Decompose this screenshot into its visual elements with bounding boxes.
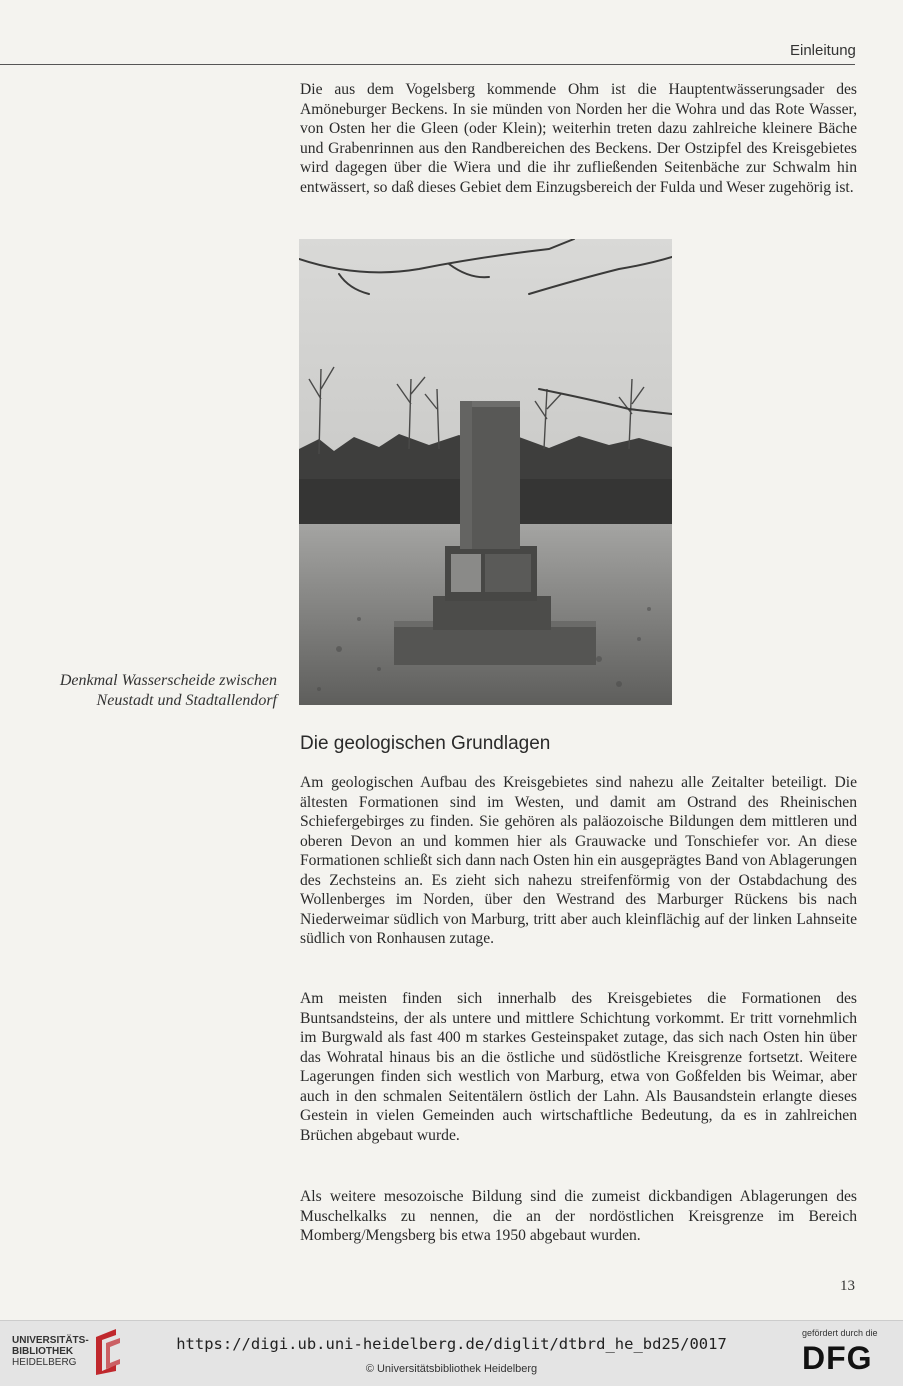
figure-caption-line-1: Denkmal Wasserscheide zwischen	[59, 672, 277, 689]
section-paragraph: Als weitere mesozoische Bildung sind die zumeist dickbandigen Ablagerungen des Muschelkalks zu nennen, die an der nordöstlichen Kreisgrenze im Bereich Momberg/Mengsberg bis etwa 1950 abgebaut wurden.	[300, 1188, 857, 1244]
copyright-notice: © Universitätsbibliothek Heidelberg	[365, 1363, 538, 1375]
citation-url-link[interactable]: https://digi.ub.uni-heidelberg.de/diglit/dtbrd_he_bd25/0017	[176, 1335, 727, 1353]
digitization-footer	[0, 1320, 903, 1386]
figure-caption-line-2: Neustadt und Stadtallendorf	[96, 692, 277, 709]
library-name-line-1: UNIVERSITÄTS-	[12, 1335, 89, 1346]
figure-caption	[60, 671, 277, 711]
header-rule	[0, 64, 855, 65]
section-paragraph: Am meisten finden sich innerhalb des Kreisgebietes die Formationen des Buntsandsteins, der als untere und mittlere Schichtung vorkommt. Er tritt vornehmlich im Burgwald als fast 400 m starkes Gesteinspaket zutage, das sich nach Osten hin über das Wohratal hinaus bis an die östliche und südöstliche Kreisgrenze fortsetzt. Weitere Lagerungen finden sich westlich von Marburg, etwa von Goßfelden bis Weimar, aber auch in den schmalen Seitentälern östlich der Lahn. Als Bausandstein erlangte dieses Gestein in vielen Gemeinden auch wirtschaftliche Bedeutung, da es in zahlreichen Brüchen abgebaut wurde.	[300, 990, 857, 1144]
funding-label: gefördert durch die	[802, 1328, 878, 1338]
running-head: Einleitung	[790, 42, 856, 59]
intro-paragraph: Die aus dem Vogelsberg kommende Ohm ist die Hauptentwässerungsader des Amöneburger Beckens. In sie münden von Norden her die Wohra und das Rote Wasser, von Osten her die Gleen (oder Klein); weiterhin treten dazu zahlreiche kleinere Bäche und Grabenrinnen aus den Randbereichen des Beckens. Der Ostzipfel des Kreisgebietes wird dagegen über die Wiera und die ihr zufließenden Seitenbäche zur Schwalm hin entwässert, so daß dieses Gebiet dem Einzugsbereich der Fulda und Weser zugehörig ist.	[300, 81, 857, 196]
dfg-logo: DFG	[802, 1340, 873, 1376]
page-number: 13	[840, 1278, 855, 1294]
library-name-line-3: HEIDELBERG	[12, 1357, 77, 1368]
section-heading: Die geologischen Grundlagen	[300, 733, 551, 754]
library-name-line-2: BIBLIOTHEK	[12, 1346, 74, 1357]
monument-photo	[299, 239, 672, 705]
monument-photo-illustration	[299, 239, 672, 705]
section-paragraph: Am geologischen Aufbau des Kreisgebietes sind nahezu alle Zeitalter beteiligt. Die ältesten Formationen sind im Westen, und damit am Ostrand des Rheinischen Schiefergebirges zu finden. Sie gehören als paläozoische Bildungen dem mittleren und oberen Devon an und kommen hier als Grauwacke und Tonschiefer vor. An diese Formationen schließt sich dann nach Osten hin ein ausgeprägtes Band von Ablagerungen des Zechsteins an. Es zieht sich nahezu streifenförmig von der Ostabdachung des Wollenberges im Norden, über den Westrand des Marburger Rückens bis nach Niederweimar südlich von Marburg, tritt aber auch kleinflächig auf der linken Lahnseite südlich von Ronhausen zutage.	[300, 774, 857, 947]
